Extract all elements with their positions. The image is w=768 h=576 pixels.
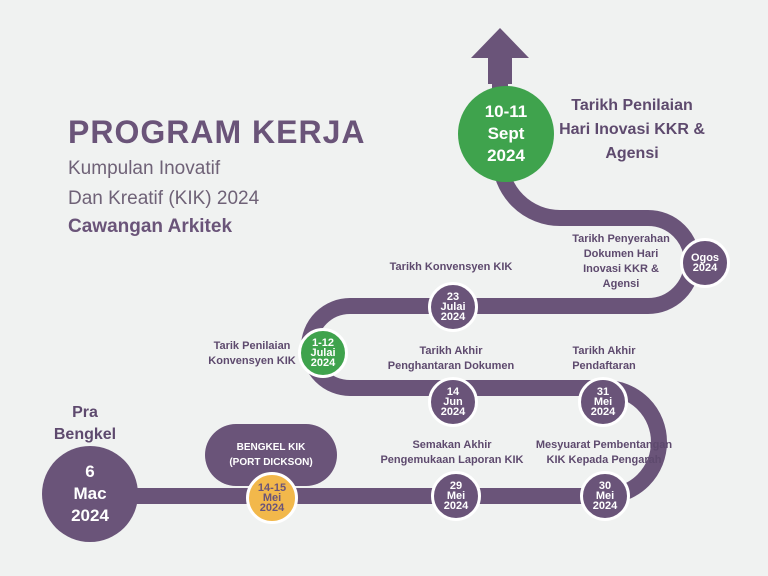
milestone-label-ogos: Tarikh Penyerahan Dokumen Hari Inovasi KKR & Agensi (572, 233, 670, 290)
milestone-label-1-12-julai: Tarik Penilaian Konvensyen KIK (208, 340, 296, 367)
arrow-up-icon (471, 28, 529, 84)
milestone-label-31-mei: Tarikh Akhir Pendaftaran (572, 345, 636, 372)
milestone-29-mei-2024: 29 Mei 2024 (431, 471, 481, 521)
milestone-label-29-mei: Semakan Akhir Pengemukaan Laporan KIK (380, 439, 524, 466)
milestone-label-14-jun: Tarikh Akhir Penghantaran Dokumen (387, 345, 515, 372)
subtitle-line-2: Dan Kreatif (KIK) 2024 (68, 188, 260, 209)
milestone-30-mei-2024: 30 Mei 2024 (580, 471, 630, 521)
milestone-10-11-sept-2024: 10-11 Sept 2024 (458, 86, 554, 182)
workshop-badge: BENGKEL KIK (PORT DICKSON) (205, 424, 337, 486)
milestone-label-23-julai: Tarikh Konvensyen KIK (389, 261, 513, 273)
milestone-23-julai-2024: 23 Julai 2024 (428, 282, 478, 332)
milestone-31-mei-2024: 31 Mei 2024 (578, 377, 628, 427)
milestone-6-mac-2024: 6 Mac 2024 (42, 446, 138, 542)
milestone-1-12-julai-2024: 1-12 Julai 2024 (298, 328, 348, 378)
milestone-14-15-mei-2024: 14-15 Mei 2024 (246, 472, 298, 524)
milestone-ogos-2024: Ogos 2024 (680, 238, 730, 288)
branch-name: Cawangan Arkitek (68, 216, 233, 237)
milestone-label-30-mei: Mesyuarat Pembentangan KIK Kepada Pengarah (535, 439, 673, 466)
milestone-14-jun-2024: 14 Jun 2024 (428, 377, 478, 427)
page-title: PROGRAM KERJA (68, 114, 366, 150)
pre-workshop-label: Pra Bengkel (53, 404, 117, 443)
milestone-label-10-11-sept: Tarikh Penilaian Hari Inovasi KKR & Agensi (559, 97, 705, 162)
subtitle-line-1: Kumpulan Inovatif (68, 158, 221, 179)
